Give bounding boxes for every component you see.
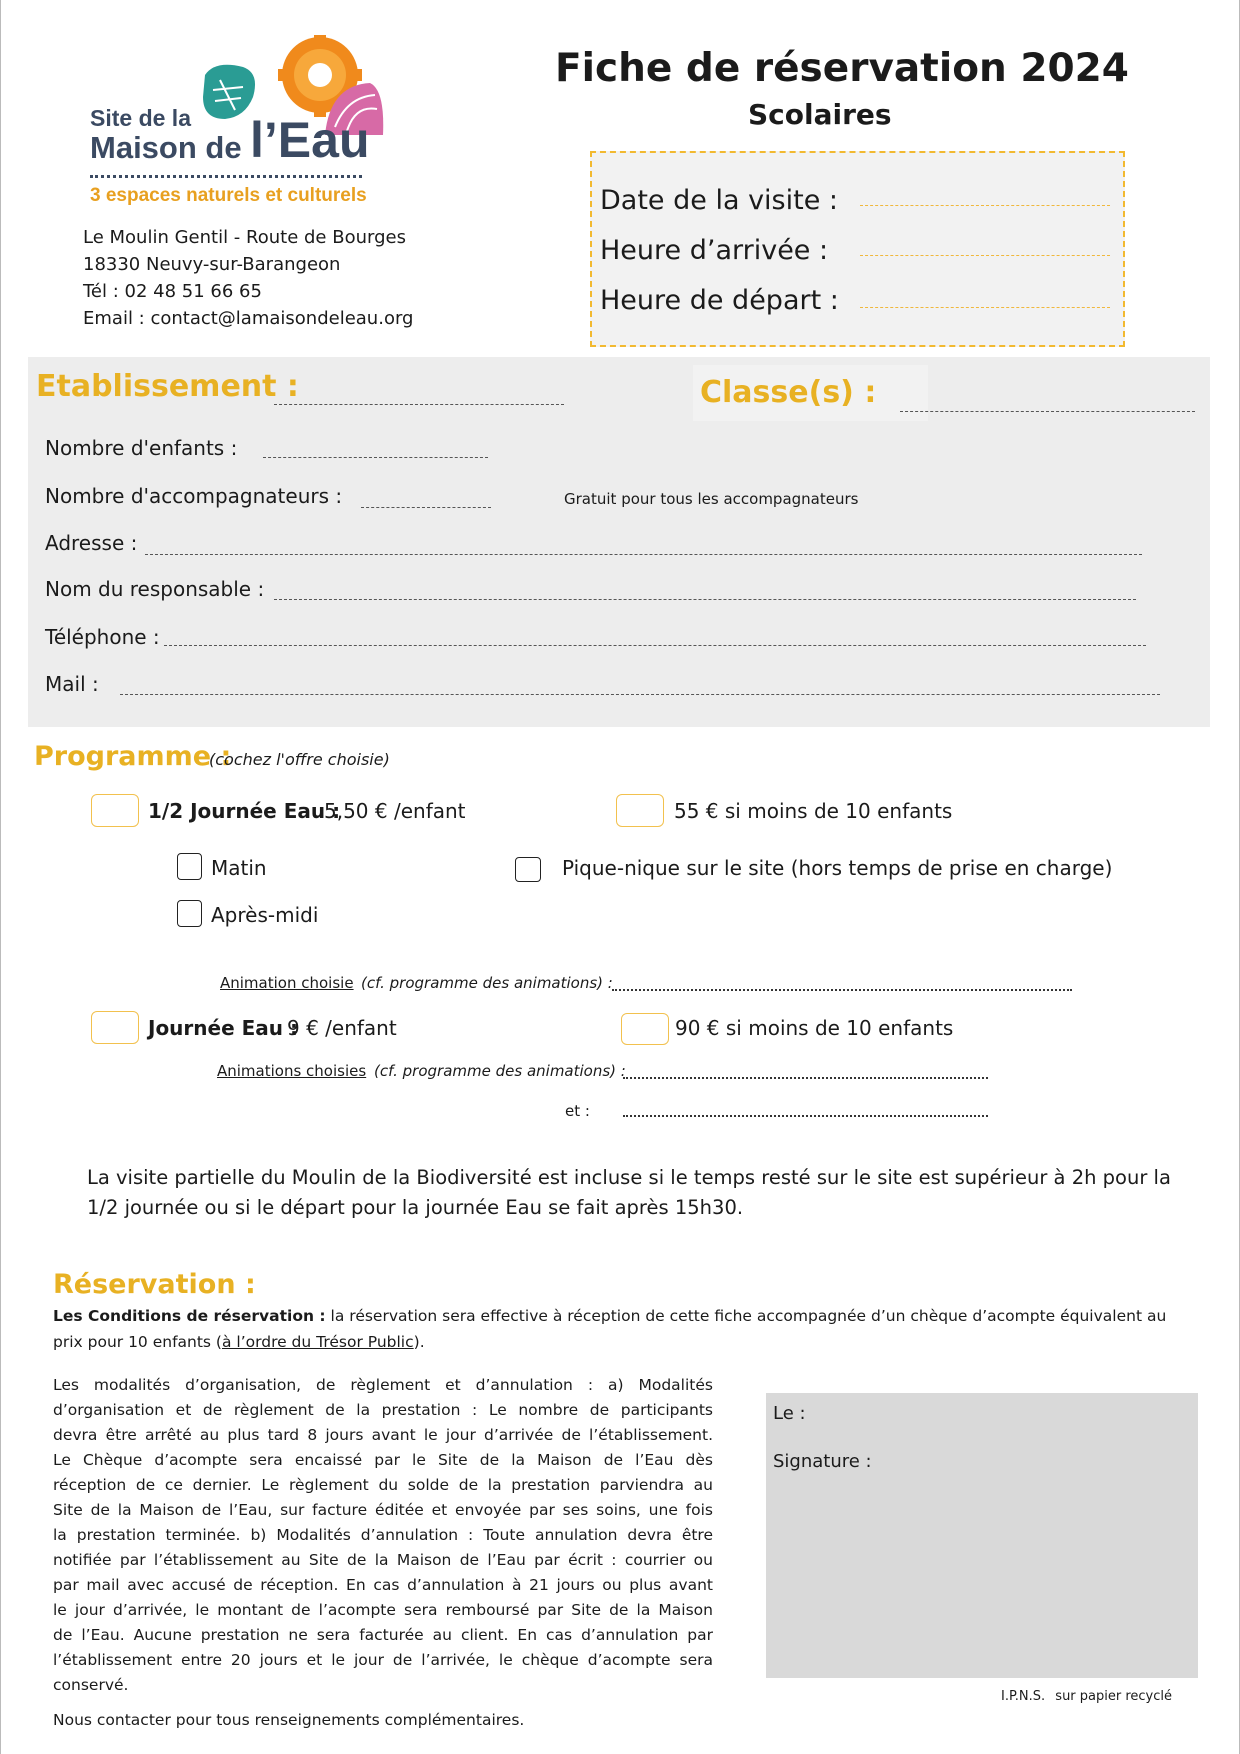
companions-field[interactable]	[361, 507, 491, 508]
establishment-panel	[28, 357, 1210, 727]
page-title: Fiche de réservation 2024	[555, 46, 1129, 91]
animation-field[interactable]	[612, 989, 1072, 991]
signature-date-label: Le :	[773, 1403, 806, 1424]
terms-line: d’organisation et de règlement de la prestation : Le nombre de participants	[53, 1401, 713, 1419]
terms-line: le jour d’arrivée, le montant de l’acompte sera remboursé par Site de la Maison	[53, 1601, 713, 1619]
afternoon-label: Après-midi	[211, 903, 319, 927]
address-label: Adresse :	[45, 531, 138, 555]
and-label: et :	[565, 1102, 590, 1120]
animation-ref: (cf. programme des animations) :	[361, 974, 613, 992]
terms-line: Site de la Maison de l’Eau, sur facture éditée et envoyée par ses soins, une fois	[53, 1501, 713, 1519]
morning-checkbox[interactable]	[177, 853, 202, 880]
conditions-line2-b: ).	[413, 1333, 425, 1351]
half-day-label: 1/2 Journée Eau :	[148, 799, 341, 823]
visit-departure-field[interactable]	[860, 307, 1110, 308]
half-day-flat-label: 55 € si moins de 10 enfants	[674, 799, 953, 823]
footer-ipns	[1001, 1689, 1172, 1704]
morning-label: Matin	[211, 856, 267, 880]
animations-label: Animations choisies	[217, 1062, 367, 1080]
animations-field[interactable]	[623, 1077, 988, 1079]
visit-date-label: Date de la visite :	[600, 185, 839, 216]
terms-line: l’établissement entre 20 jours et le jour de l’arrivée, le chèque d’acompte sera	[53, 1651, 713, 1669]
animation-label: Animation choisie	[220, 974, 354, 992]
free-note: Gratuit pour tous les accompagnateurs	[564, 490, 859, 508]
conditions-bold: Les Conditions de réservation :	[53, 1307, 326, 1325]
companions-label: Nombre d'accompagnateurs :	[45, 484, 343, 508]
visit-note-line1: La visite partielle du Moulin de la Biodiversité est incluse si le temps resté sur le site est supérieur à 2h pour la	[87, 1166, 1171, 1189]
logo-line1: Site de la	[90, 105, 191, 131]
terms-line: conservé.	[53, 1676, 129, 1694]
signature-box[interactable]	[766, 1393, 1198, 1678]
children-field[interactable]	[263, 457, 488, 458]
logo-line2-big: l’Eau	[250, 112, 370, 168]
visit-note-line2: 1/2 journée ou si le départ pour la journée Eau se fait après 15h30.	[87, 1196, 744, 1219]
half-day-flat-checkbox[interactable]	[616, 794, 664, 827]
page-left-edge	[0, 0, 1, 1754]
conditions-line2	[53, 1333, 425, 1351]
children-label: Nombre d'enfants :	[45, 436, 238, 460]
terms-line: Les modalités d’organisation, de règlement et d’annulation : a) Modalités	[53, 1376, 713, 1394]
and-field[interactable]	[623, 1115, 988, 1117]
terms-block	[53, 1373, 713, 1698]
mail-field[interactable]	[120, 694, 1160, 695]
contact-address1: Le Moulin Gentil - Route de Bourges	[83, 227, 406, 248]
logo-dotted-rule	[90, 175, 362, 178]
visit-arrival-field[interactable]	[860, 255, 1110, 256]
classes-field[interactable]	[900, 411, 1195, 412]
programme-title: Programme :	[34, 741, 232, 772]
visit-date-field[interactable]	[860, 205, 1110, 206]
conditions-line1	[53, 1307, 1166, 1325]
contact-address2: 18330 Neuvy-sur-Barangeon	[83, 254, 341, 275]
contact-email: Email : contact@lamaisondeleau.org	[83, 308, 414, 329]
contact-phone: Tél : 02 48 51 66 65	[83, 281, 262, 302]
terms-line: Le Chèque d’acompte sera encaissé par le Site de la Maison de l’Eau dès	[53, 1451, 713, 1469]
ipns-label: I.P.N.S.	[1001, 1689, 1046, 1704]
afternoon-checkbox[interactable]	[177, 900, 202, 927]
terms-line: réception de ce dernier. Le règlement du solde de la prestation parviendra au	[53, 1476, 713, 1494]
recycled-label: sur papier recyclé	[1055, 1689, 1172, 1704]
establishment-field[interactable]	[274, 404, 564, 405]
terms-line: notifiée par l’établissement au Site de la Maison de l’Eau par écrit : courrier ou	[53, 1551, 713, 1569]
visit-box	[590, 151, 1125, 347]
picnic-checkbox[interactable]	[515, 857, 541, 882]
full-day-flat-label: 90 € si moins de 10 enfants	[675, 1016, 954, 1040]
terms-line: par mail avec accusé de réception. En cas d’annulation à 21 jours ou plus avant	[53, 1576, 713, 1594]
phone-field[interactable]	[164, 645, 1146, 646]
reservation-title: Réservation :	[53, 1269, 256, 1300]
terms-line: de l’Eau. Aucune prestation ne sera facturée au client. En cas d’annulation par	[53, 1626, 713, 1644]
signature-label: Signature :	[773, 1451, 872, 1472]
mail-label: Mail :	[45, 672, 99, 696]
page-subtitle: Scolaires	[748, 98, 892, 131]
phone-label: Téléphone :	[45, 625, 160, 649]
full-day-checkbox[interactable]	[91, 1011, 139, 1044]
half-day-price: 5,50 € /enfant	[324, 799, 466, 823]
picnic-label: Pique-nique sur le site (hors temps de prise en charge)	[562, 856, 1113, 880]
conditions-text: la réservation sera effective à réception de cette fiche accompagnée d’un chèque d’acompte équivalent au	[325, 1307, 1167, 1325]
establishment-title: Etablissement :	[36, 369, 299, 404]
visit-arrival-label: Heure d’arrivée :	[600, 235, 829, 266]
half-day-checkbox[interactable]	[91, 794, 139, 827]
terms-line: la prestation terminée. b) Modalités d’annulation : Toute annulation devra être	[53, 1526, 713, 1544]
terms-line: devra être arrêté au plus tard 8 jours avant le jour d’arrivée de l’établissement.	[53, 1426, 713, 1444]
logo-tagline: 3 espaces naturels et culturels	[90, 185, 367, 206]
address-field[interactable]	[145, 554, 1142, 555]
classes-label: Classe(s) :	[700, 375, 877, 410]
contact-note: Nous contacter pour tous renseignements complémentaires.	[53, 1711, 525, 1729]
conditions-link: à l’ordre du Trésor Public	[221, 1333, 414, 1351]
logo-line2: Maison de	[90, 130, 242, 165]
animations-ref: (cf. programme des animations) :	[374, 1062, 626, 1080]
visit-departure-label: Heure de départ :	[600, 285, 839, 316]
manager-field[interactable]	[274, 599, 1136, 600]
full-day-price: 9 € /enfant	[287, 1016, 397, 1040]
manager-label: Nom du responsable :	[45, 577, 265, 601]
full-day-label: Journée Eau :	[148, 1016, 298, 1040]
logo	[85, 35, 415, 215]
conditions-line2-a: prix pour 10 enfants (	[53, 1333, 222, 1351]
full-day-flat-checkbox[interactable]	[621, 1013, 669, 1045]
programme-hint: (cochez l'offre choisie)	[209, 750, 390, 769]
